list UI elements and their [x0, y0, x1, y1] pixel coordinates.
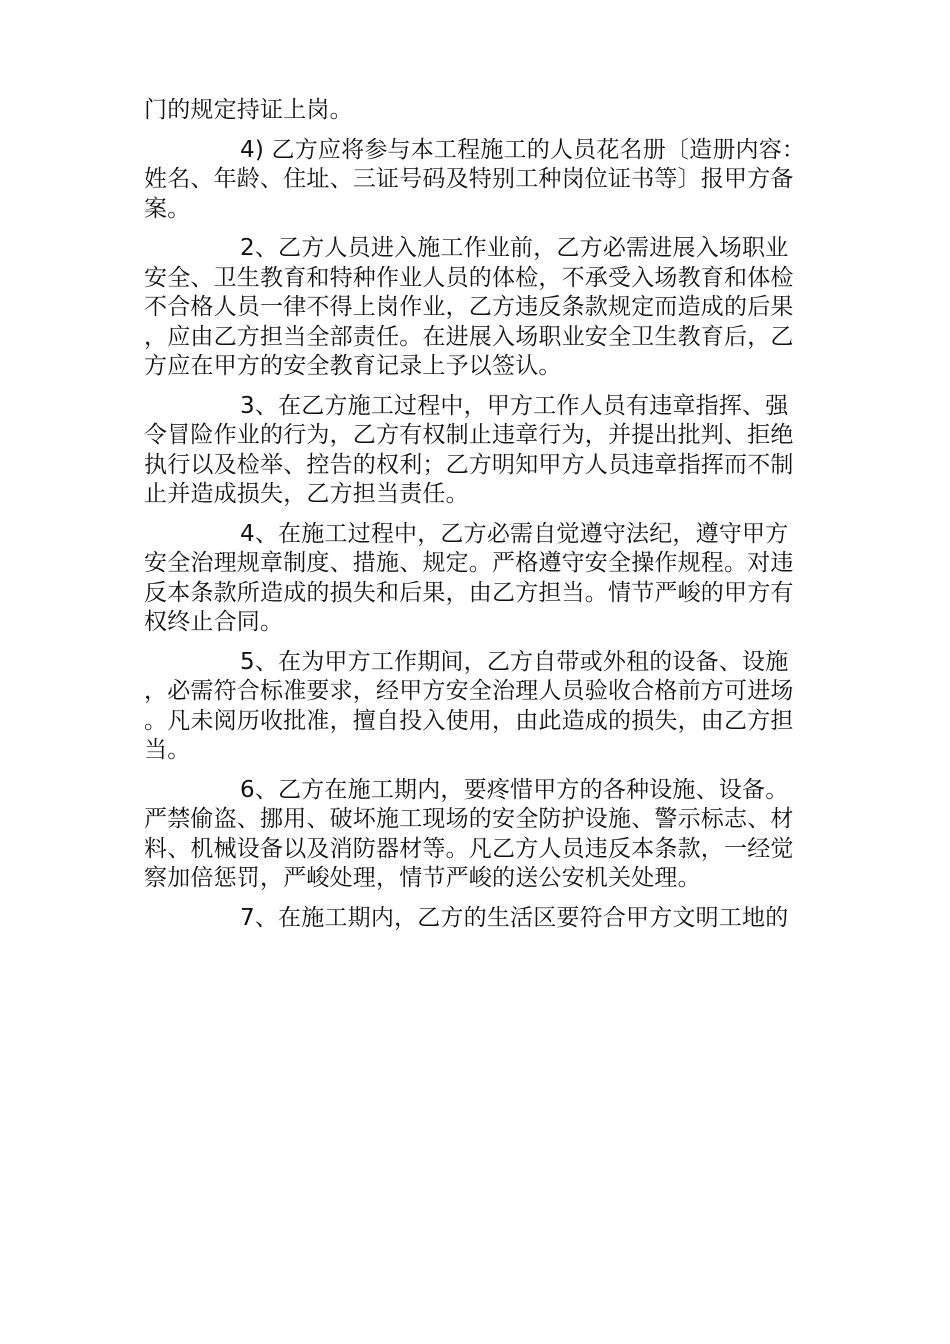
paragraph-continuation: 门的规定持证上岗。: [144, 97, 353, 123]
paragraph-clause-4: 4、在施工过程中，乙方必需自觉遵守法纪，遵守甲方安全治理规章制度、措施、规定。严格遵守安全操作规程。对违反本条款所造成的损失和后果，由乙方担当。情节严峻的甲方有权终止合同。: [144, 520, 794, 635]
paragraph-clause-3: 3、在乙方施工过程中，甲方工作人员有违章指挥、强令冒险作业的行为，乙方有权制止违章行为，并提出批判、拒绝执行以及检举、控告的权利；乙方明知甲方人员违章指挥而不制止并造成损失，乙方担当责任。: [144, 392, 794, 507]
paragraph-clause-5: 5、在为甲方工作期间，乙方自带或外租的设备、设施，必需符合标准要求，经甲方安全治理人员验收合格前方可进场。凡未阅历收批准，擅自投入使用，由此造成的损失，由乙方担当。: [144, 648, 794, 763]
paragraph-clause-2: 2、乙方人员进入施工作业前，乙方必需进展入场职业安全、卫生教育和特种作业人员的体检，不承受入场教育和体检不合格人员一律不得上岗作业，乙方违反条款规定而造成的后果，应由乙方担当全部责任。在进展入场职业安全卫生教育后，乙方应在甲方的安全教育记录上予以签认。: [144, 235, 794, 379]
document-body: [144, 96, 808, 943]
paragraph-clause-6: 6、乙方在施工期内，要疼惜甲方的各种设施、设备。严禁偷盗、挪用、破坏施工现场的安全防护设施、警示标志、材料、机械设备以及消防器材等。凡乙方人员违反本条款，一经觉察加倍惩罚，严峻处理，情节严峻的送公安机关处理。: [144, 776, 794, 891]
paragraph-item-4-roster: 4) 乙方应将参与本工程施工的人员花名册〔造册内容：姓名、年龄、住址、三证号码及特别工种岗位证书等〕报甲方备案。: [144, 136, 806, 222]
paragraph-clause-7: 7、在施工期内，乙方的生活区要符合甲方文明工地的: [240, 904, 789, 931]
